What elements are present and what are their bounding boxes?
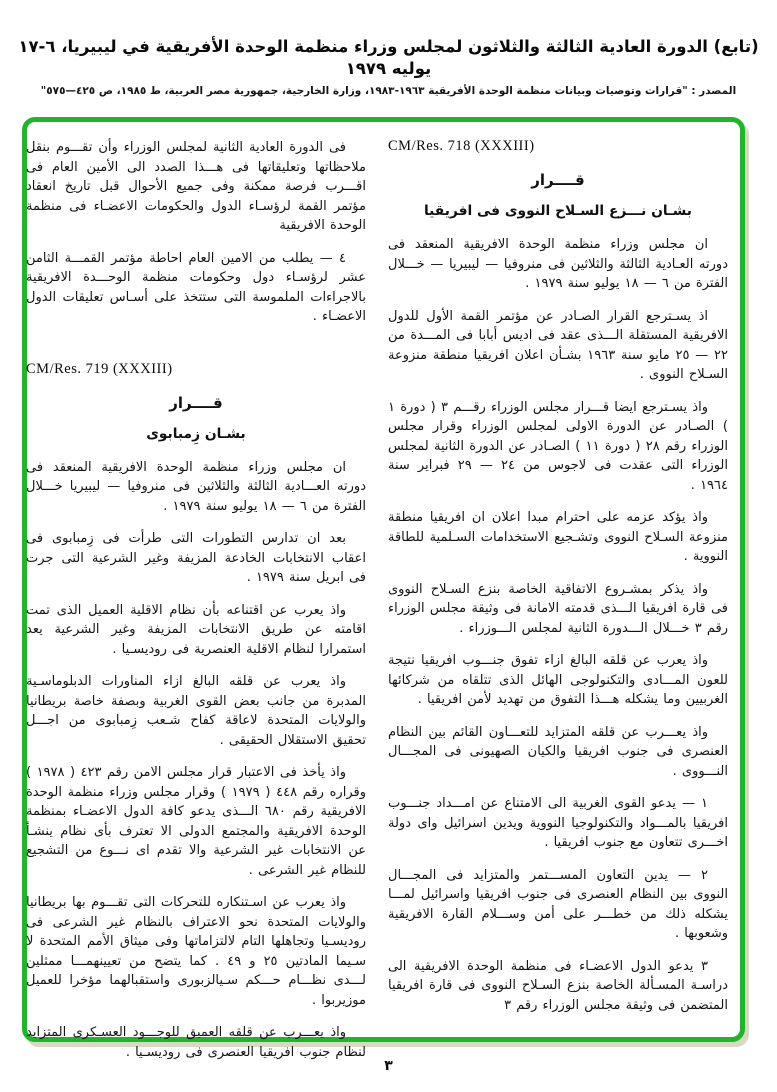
paragraph: واذ يعـــرب عن قلقه العميق للوجـــود العسـكرى المتزايد لنظام جنوب افريقيا العنصرى فى روديسـيا . (26, 1025, 366, 1060)
paragraph: اذ يسـترجع القرار الصـادر عن مؤتمر القمة الأول للدول الافريقية المستقلة الـــذى عقد فى اديس أبابا فى المـــدة من ٢٢ — ٢٥ مايو سنة ١٩٦٣ بشـأن اعلان افريقيا منطقة منزوعة السـلاح النووى . (388, 308, 729, 382)
paragraph: ١ — يدعو القوى الغربية الى الامتناع عن امـــداد جنـــوب افريقيا بالمـــواد والتكنولوجيا النووية ويدين اسرائيل واى دولة اخـــرى تتعاون مع جنوب افريقيا . (388, 796, 728, 850)
resolution-reference-718: CM/Res. 718 (XXXIII) (388, 138, 535, 154)
green-border-frame (22, 117, 745, 1060)
resolution-subtitle: بشـان زِمبابوى (146, 425, 246, 442)
left-column (26, 138, 366, 1060)
page-header (0, 36, 777, 98)
paragraph: واذ يعرب عن اقتناعه بأن نظام الاقلية العميل الذى تمت اقامته عن طريق الانتخابات المزيفة وغير الشرعية يعد استمرارا لنظام الاقلية العنصرية فى روديسـيا . (26, 602, 366, 657)
header-source-line: المصدر : "قرارات وتوصيات وبيانات منظمة الوحدة الأفريقية ١٩٦٣-١٩٨٣، وزارة الخارجية، جمهورية مصر العربية، ط ١٩٨٥، ص ٤٢٥—٥٧٥" (40, 84, 737, 97)
page-number: ٣ (384, 1058, 393, 1074)
resolution-title: قــــرار (169, 393, 223, 412)
paragraph: واذ يسـترجع ايضا قـــرار مجلس الوزراء رقـــم ٣ ( دورة ١ ) الصـادر عن الدورة الاولى لمجلس الوزراء وقرار مجلس الوزراء رقم ٢٨ ( دورة ١١ ) الصـادر عن الدورة الثانية لمجلس الوزراء التى عقدت فى لاجوس من ٢٤ — ٢٩ فبراير سنة ١٩٦٤ . (388, 399, 728, 493)
resolution-title: قــــرار (531, 171, 585, 189)
paragraph: واذ يعـــرب عن قلقه المتزايد للتعـــاون القائم بين النظام العنصرى فى جنوب افريقيا والكيان الصهيونى فى المجـــال النـــووى . (388, 724, 728, 779)
paragraph: واذ يأخذ فى الاعتبار قرار مجلس الامن رقم ٤٢٣ ( ١٩٧٨ ) وقراره رقم ٤٤٨ ( ١٩٧٩ ) وقرار مجلس وزراء منظمة الوحدة الافريقية رقم ٦٨٠ الـــذى يدعو كافة الدول الاعضـاء بمنظمة الوحدة الافريقية والمجتمع الدولى الا تعترف بأى نظام ينشـأ عن الانتخابات غير الشرعية والا تقدم اى نـــوع من التشجيع للنظام غير الشرعى . (26, 765, 366, 878)
resolution-reference-719: CM/Res. 719 (XXXIII) (26, 360, 173, 377)
right-column (388, 138, 728, 1027)
paragraph: بعد ان تدارس التطورات التى طرأت فى زِمبابوى فى اعقاب الانتخابات الخادعة المزيفة وغير الشرعية التى جرت فى ابريل سنة ١٩٧٩ . (26, 531, 366, 585)
paragraph: ان مجلس وزراء منظمة الوحدة الافريقية المنعقد فى دورته العـــادية الثالثة والثلاثين فى منروفيا — ليبيريا خـــلال الفترة من ٦ — ١٨ يوليو سنة ١٩٧٩ . (26, 459, 366, 514)
paragraph: واذ يؤكد عزمه على احترام مبدا اعلان ان افريقيا منطقة منزوعة السـلاح النووى وتشـجيع الاستخدامات السـلمية للطاقة النووية . (388, 510, 728, 564)
paragraph-continuation: فى الدورة العادية الثانية لمجلس الوزراء وأن تقـــوم بنقل ملاحظاتها وتعليقاتها فى هـــذا الصدد الى الأمين العام فى اقـــرب فرصة ممكنة وفى جميع الأحوال قبل تاريخ انعقاد مؤتمر القمة لرؤسـاء الدول والحكومات الاعضـاء فى منظمة الوحدة الافريقية (26, 140, 366, 233)
paragraph-continuation: ٤ — يطلب من الامين العام احاطة مؤتمر القمـــة الثامن عشر لرؤسـاء دول وحكومات منظمة الوحـــدة الافريقية بالاجراءات الملموسة التى ستتخذ على أسـاس تعليقات الدول الاعضـاء . (26, 250, 366, 324)
paragraph: واذ يعرب عن قلقه البالغ ازاء تفوق جنـــوب افريقيا نتيجة للعون المـــادى والتكنولوجى الهائل الذى تتلقاه من شركائها الغربيين وما يشكله هـــذا التفوق من تهديد لأمن افريقيا . (388, 653, 728, 707)
two-column-layout (26, 138, 729, 1060)
paragraph: ٢ — يدين التعاون المســـتمر والمتزايد فى المجـــال النووى بين النظام العنصرى فى جنوب افريقيا واسرائيل لمـــا يشكله ذلك من خطـــر على أمن وســـلام القارة الافريقية وشعوبها . (388, 867, 728, 941)
paragraph: ٣ يدعو الدول الاعضـاء فى منظمة الوحدة الافريقية الى دراسـة المسـألة الخاصة بنزع السـلاح النووى فى قارة افريقيا المتضمن فى وثيقة مجلس الوزراء رقم ٣ (388, 958, 728, 1013)
paragraph: واذ يعرب عن اسـتنكاره للتحركات التى تقـــوم بها بريطانيا والولايات المتحدة نحو الاعتراف بالنظام غير الشرعى فى روديسـيا وتجاهلها التام لالتزاماتها وفى ميثاق الأمم المتحدة لا سـيما المادتين ٢٥ و ٤٩ . كما يتضح من تعيينهمـــا ممثلين لـــدى نظـــام حـــكم سـيالزبورى واستقبالهما مؤخرا للعميل موزيربوا . (26, 895, 366, 1008)
paragraph: واذ يعرب عن قلقه البالغ ازاء المناورات الدبلوماسـية المدبرة من جانب بعض القوى الغربية وبصفة خاصة بريطانيا والولايات المتحدة لاعاقة كفاح شـعب زِمبابوى من اجـــل تحقيق الاستقلال الحقيقى . (26, 674, 366, 748)
paragraph: واذ يذكر بمشـروع الاتفاقية الخاصة بنزع السـلاح النووى فى قارة افريقيا الـــذى قدمته الامانة فى وثيقة مجلس الوزراء رقم ٣ خـــلال الـــدورة الثانية لمجلس الـــوزراء . (388, 581, 728, 636)
paragraph: ان مجلس وزراء منظمة الوحدة الافريقية المنعقد فى دورته العـادية الثالثة والثلاثين فى منروفيا — ليبيريا — خـــلال الفترة من ٦ — ١٨ يوليو سنة ١٩٧٩ . (388, 237, 728, 291)
resolution-subtitle: بشـان نـــزع السـلاح النووى فى افريقيا (423, 203, 692, 219)
header-session-title: (تابع) الدورة العادية الثالثة والثلاثون لمجلس وزراء منظمة الوحدة الأفريقية في ليبيريا، ٦-١٧ يوليه ١٩٧٩ (18, 37, 759, 79)
